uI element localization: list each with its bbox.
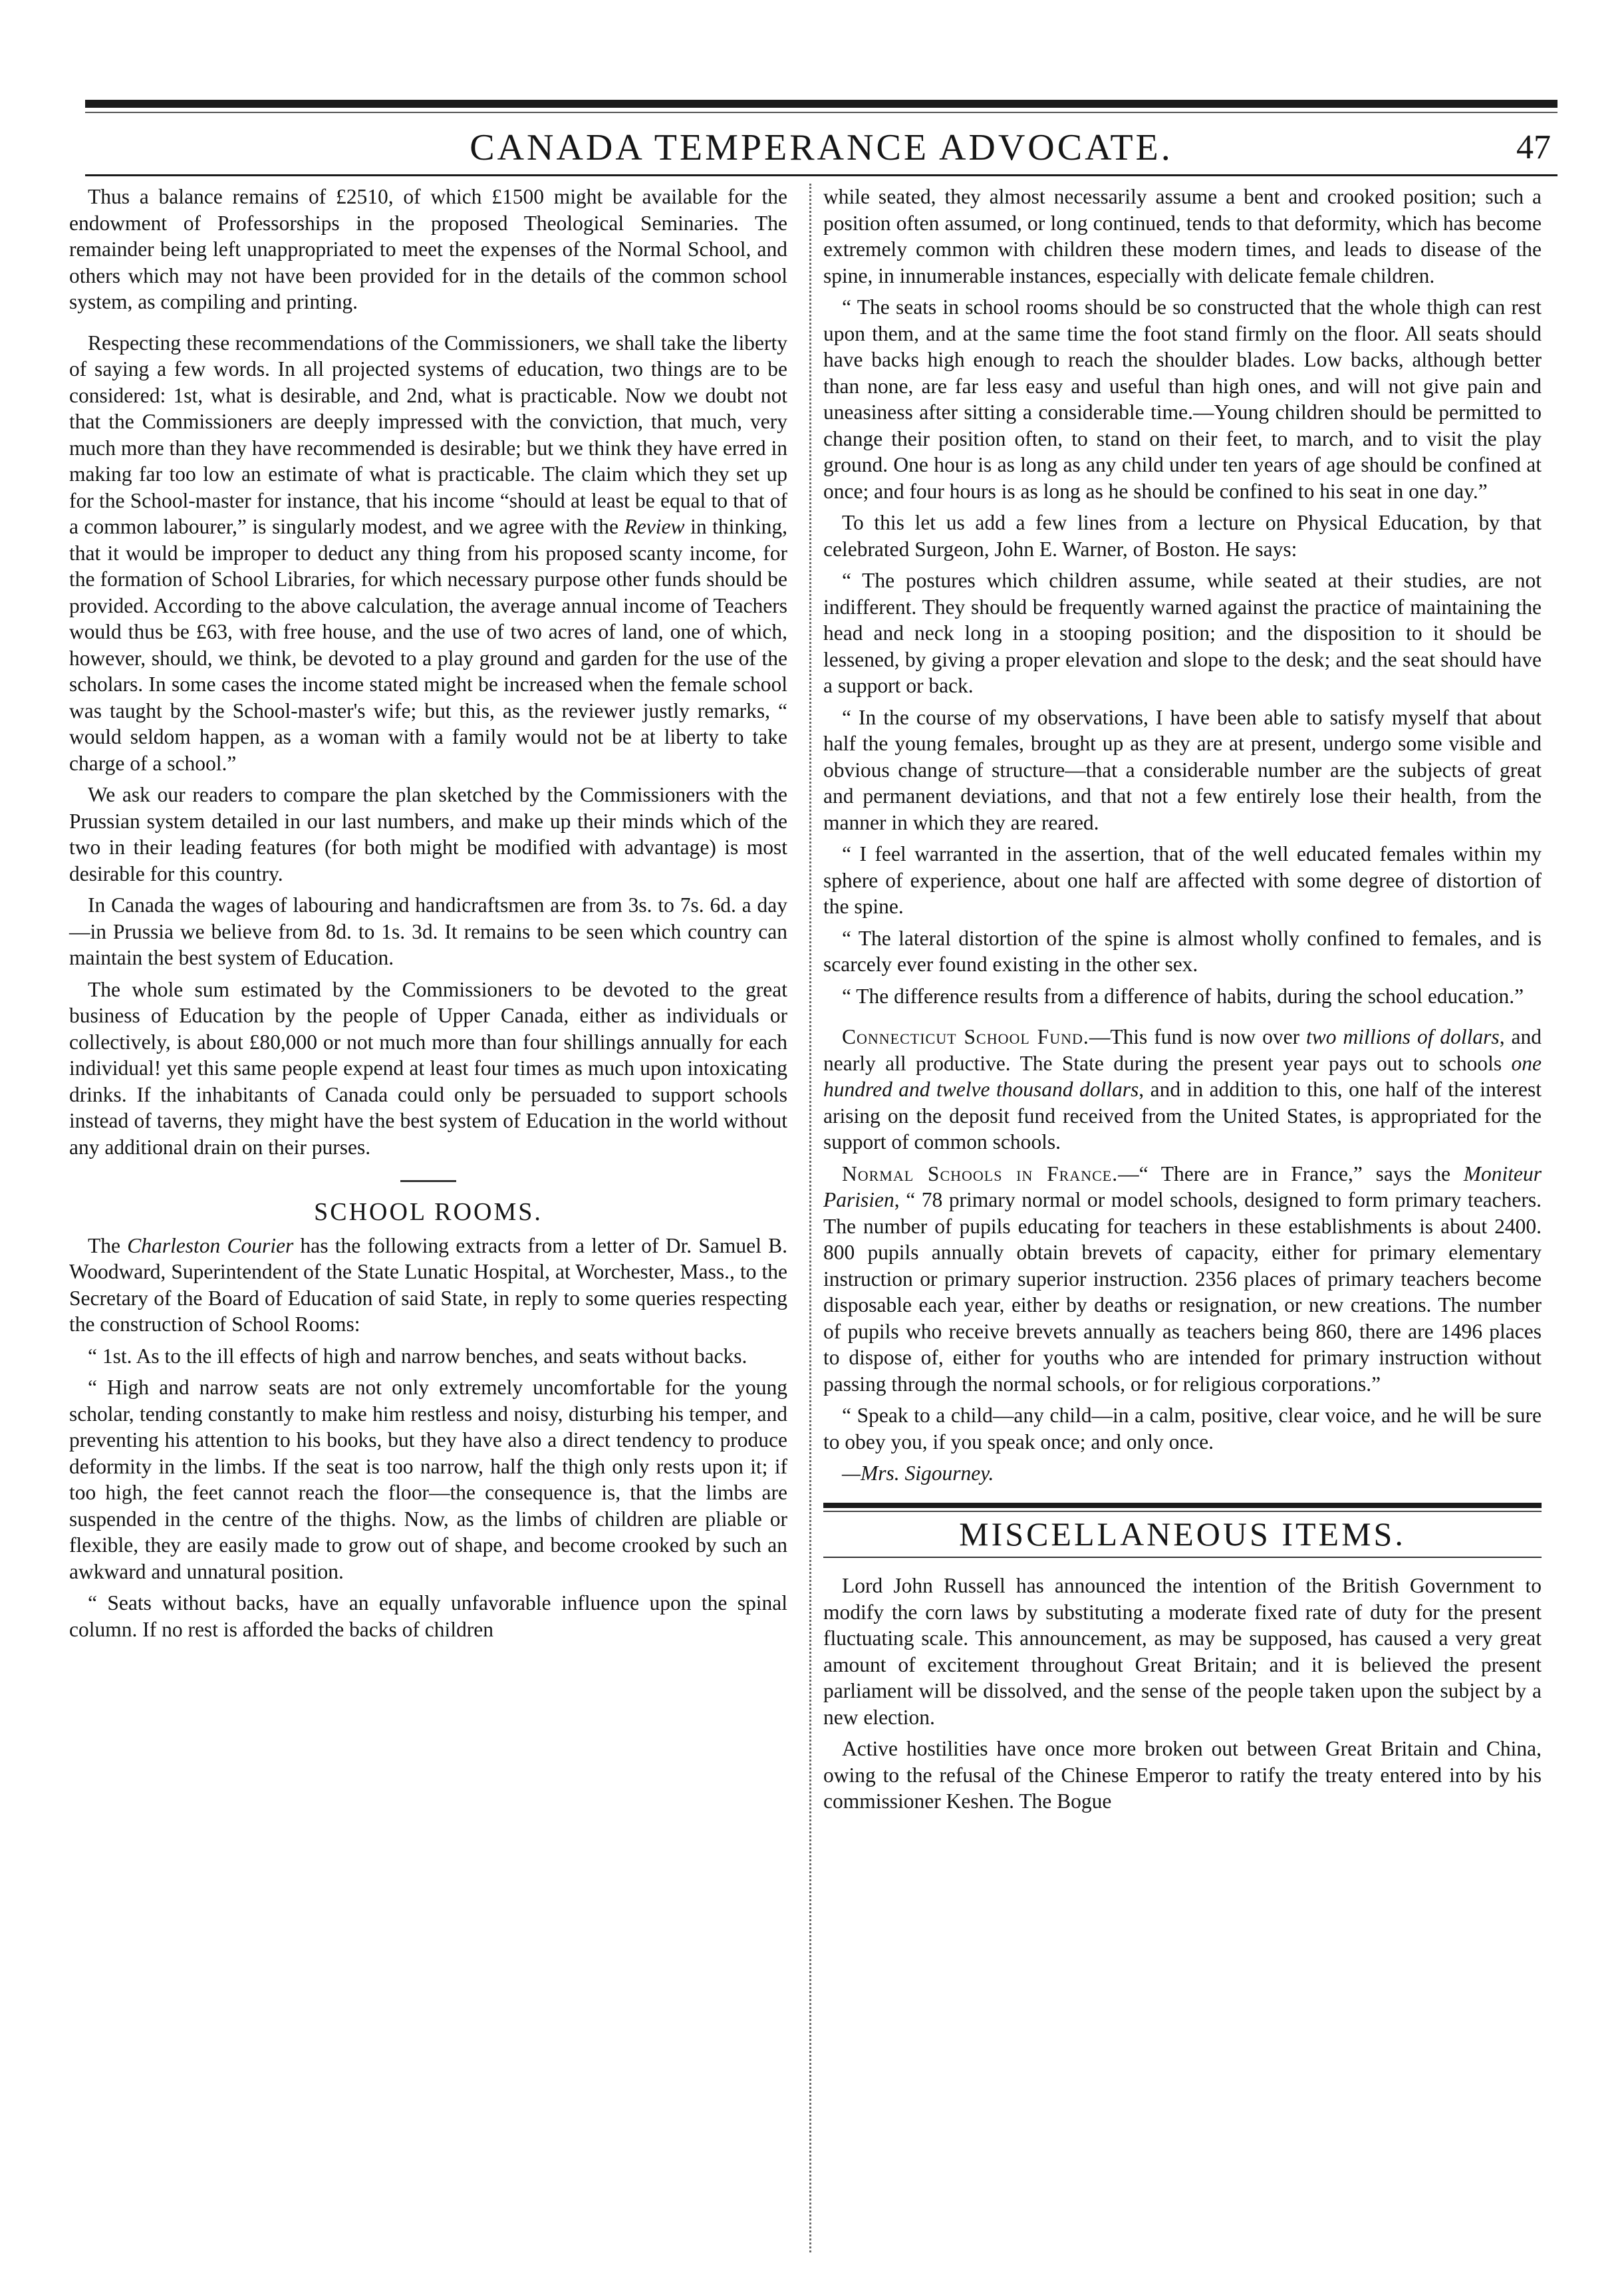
article-paragraph: while seated, they almost necessarily assume a bent and crooked position; such a position often assumed, or long continued, tends to that deformity, which has become extremely common with children these modern times, and leads to disease of the spine, in innumerable instances, especially with delicate female children. xyxy=(823,185,1542,287)
review-title: Review xyxy=(624,515,685,538)
quote-signature: —Mrs. Sigourney. xyxy=(842,1461,994,1485)
quote-paragraph: “ The lateral distortion of the spine is almost wholly confined to females, and is scarcely ever found existing in the other sex. xyxy=(823,926,1542,976)
quote-paragraph: “ The difference results from a difference of habits, during the school education.” xyxy=(842,984,1524,1008)
article-paragraph: The whole sum estimated by the Commissioners to be devoted to the great business of Education by the people of Upper Canada, either as individuals or collectively, is about £80,000 or not much more than four shillings annually for each individual! yet this same people expend at least four times as much upon intoxicating drinks. If the inhabitants of Canada could only be persuaded to support schools instead of taverns, they might have the best system of Education in the world without any additional drain on their purses. xyxy=(69,977,787,1159)
newspaper-name: Charleston Courier xyxy=(127,1233,294,1257)
column-divider xyxy=(809,184,811,2252)
news-item-connecticut: Connecticut School Fund.—This fund is now over two millions of dollars, and nearly all productive. The State during the present year pays out to schools one hundred and twelve thousand dollars, and in addition to this, one half of the interest arising on the deposit fund received from the United States, is appropriated for the support of common schools. xyxy=(823,1025,1542,1153)
quote-paragraph: “ In the course of my observations, I have been able to satisfy myself that about half the young females, brought up as they are at present, undergo some visible and obvious change of structure—that a considerable number are the subjects of great and permanent deviations, and that not a few entirely lose their health, from the manner in which they are reared. xyxy=(823,705,1542,834)
quote-paragraph: “ High and narrow seats are not only extremely uncomfortable for the young scholar, tending constantly to make him restless and noisy, disturbing his temper, and preventing his attention to his books, but they have also a direct tendency to produce deformity in the limbs. If the seat is too narrow, half the thigh only rests upon it; if too high, the feet cannot reach the floor—the consequence is, that the limbs are suspended in the centre of the thighs. Now, as the limbs of children are pliable or flexible, they are easily made to grow out of shape, and become crooked by such an awkward and unnatural position. xyxy=(69,1376,787,1583)
quote-paragraph: “ I feel warranted in the assertion, that of the well educated females within my sphere of experience, about one half are affected with some degree of distortion of the spine. xyxy=(823,842,1542,918)
article-paragraph: In Canada the wages of labouring and handicraftsmen are from 3s. to 7s. 6d. a day—in Prussia we believe from 8d. to 1s. 3d. It remains to be seen which country can maintain the best system of Education. xyxy=(69,893,787,969)
newspaper-title: CANADA TEMPERANCE ADVOCATE. xyxy=(470,127,1173,168)
heading-underline xyxy=(823,1557,1542,1558)
news-item: Active hostilities have once more broken out between Great Britain and China, owing to the refusal of the Chinese Emperor to ratify the treaty entered into by his commissioner Keshen. The Bogue xyxy=(823,1737,1542,1813)
page-number: 47 xyxy=(1516,128,1551,166)
section-rule-thick xyxy=(823,1503,1542,1508)
quote-paragraph: “ The seats in school rooms should be so constructed that the whole thigh can rest upon them, and at the same time the foot stand firmly on the floor. All seats should have backs high enough to reach the shoulder blades. Low backs, although better than none, are far less easy and useful than high ones, and will not give pain and uneasiness after sitting a considerable time.—Young children should be permitted to change their position often, to stand on their feet, to march, and to visit the play ground. One hour is as long as any child under ten years of age should be confined at once; and four hours is as long as he should be confined to his seat in one day.” xyxy=(823,295,1542,503)
item-heading: Connecticut School Fund. xyxy=(842,1025,1089,1048)
article-paragraph: We ask our readers to compare the plan sketched by the Commissioners with the Prussian system detailed in our last numbers, and make up their minds which of the two in their leading features (for both might be modified with advantage) is most desirable for this country. xyxy=(69,783,787,885)
quote-paragraph: “ Seats without backs, have an equally unfavorable influence upon the spinal column. If no rest is afforded the backs of children xyxy=(69,1591,787,1641)
masthead-rule-thin xyxy=(85,112,1557,113)
section-heading-miscellaneous: MISCELLANEOUS ITEMS. xyxy=(959,1515,1406,1553)
article-paragraph: Thus a balance remains of £2510, of which £1500 might be available for the endowment of Professorships in the proposed Theological Seminaries. The remainder being left unappropriated to meet the expenses of the Normal School, and others which may not have been provided for in the details of the common school system, as compiling and printing. xyxy=(69,185,787,313)
left-column xyxy=(69,184,787,1648)
article-paragraph: The Charleston Courier has the following extracts from a letter of Dr. Samuel B. Woodward, Superintendent of the State Lunatic Hospital, at Worchester, Mass., to the Secretary of the Board of Education of said State, in reply to some queries respecting the construction of School Rooms: xyxy=(69,1233,787,1336)
right-column xyxy=(823,184,1542,1820)
news-item: Lord John Russell has announced the intention of the British Government to modify the corn laws by substituting a moderate fixed rate of duty for the present fluctuating scale. This announcement, as may be supposed, has caused a very great amount of excitement throughout Great Britain; and it is believed the present parliament will be dissolved, and the sense of the people taken upon the subject by a new election. xyxy=(823,1574,1542,1729)
article-paragraph: To this let us add a few lines from a lecture on Physical Education, by that celebrated Surgeon, John E. Warner, of Boston. He says: xyxy=(823,511,1542,561)
quote-paragraph: “ Speak to a child—any child—in a calm, positive, clear voice, and he will be sure to obey you, if you speak once; and only once. xyxy=(823,1404,1542,1454)
article-paragraph: Respecting these recommendations of the Commissioners, we shall take the liberty of saying a few words. In all projected systems of education, two things are to be considered: 1st, what is desirable, and 2nd, what is practicable. Now we doubt not that the Commissioners are deeply impressed with the conviction, that much, very much more than they have recommended is desirable; but we think they have erred in making far too low an estimate of what is practicable. The claim which they set up for the School-master for instance, that his income “should at least be equal to that of a common labourer,” is singularly modest, and we agree with the Review in thinking, that it would be improper to deduct any thing from his proposed scanty income, for the formation of School Libraries, for which necessary purpose other funds should be provided. According to the above calculation, the average annual income of Teachers would thus be £63, with free house, and the use of two acres of land, one of which, however, should, we think, be devoted to a play ground and garden for the use of the scholars. In some cases the income stated might be increased when the female school was taught by the School-master's wife; but this, as the reviewer justly remarks, “ would seldom happen, as a woman with a family would not be at liberty to take charge of a school.” xyxy=(69,331,787,775)
masthead-rule-thick xyxy=(85,100,1557,108)
quote-paragraph: “ 1st. As to the ill effects of high and narrow benches, and seats without backs. xyxy=(88,1344,747,1368)
item-heading: Normal Schools in France. xyxy=(842,1161,1119,1185)
header-rule xyxy=(85,174,1557,176)
news-item-normal-schools: Normal Schools in France.—“ There are in France,” says the Moniteur Parisien, “ 78 primary normal or model schools, designed to form primary teachers. The number of pupils educating for teachers in these establishments is about 2400. 800 pupils annually obtain brevets of capacity, either for primary elementary instruction or primary superior instruction. 2356 places of primary teachers become disposable each year, either by deaths or resignation, or new creations. The number of pupils who receive brevets annually as teachers being 860, there are 1496 places to dispose of, either for youths who are intended for primary instruction without passing through the normal schools, or for religious corporations.” xyxy=(823,1161,1542,1396)
section-heading-school-rooms: SCHOOL ROOMS. xyxy=(314,1198,543,1226)
quote-paragraph: “ The postures which children assume, while seated at their studies, are not indifferent. They should be frequently warned against the practice of maintaining the head and neck long in a stooping position; and the disposition to it should be lessened, by giving a proper elevation and slope to the desk; and the seat should have a support or back. xyxy=(823,569,1542,697)
section-separator xyxy=(400,1180,456,1182)
masthead xyxy=(85,124,1557,172)
section-rule-thin xyxy=(823,1511,1542,1512)
